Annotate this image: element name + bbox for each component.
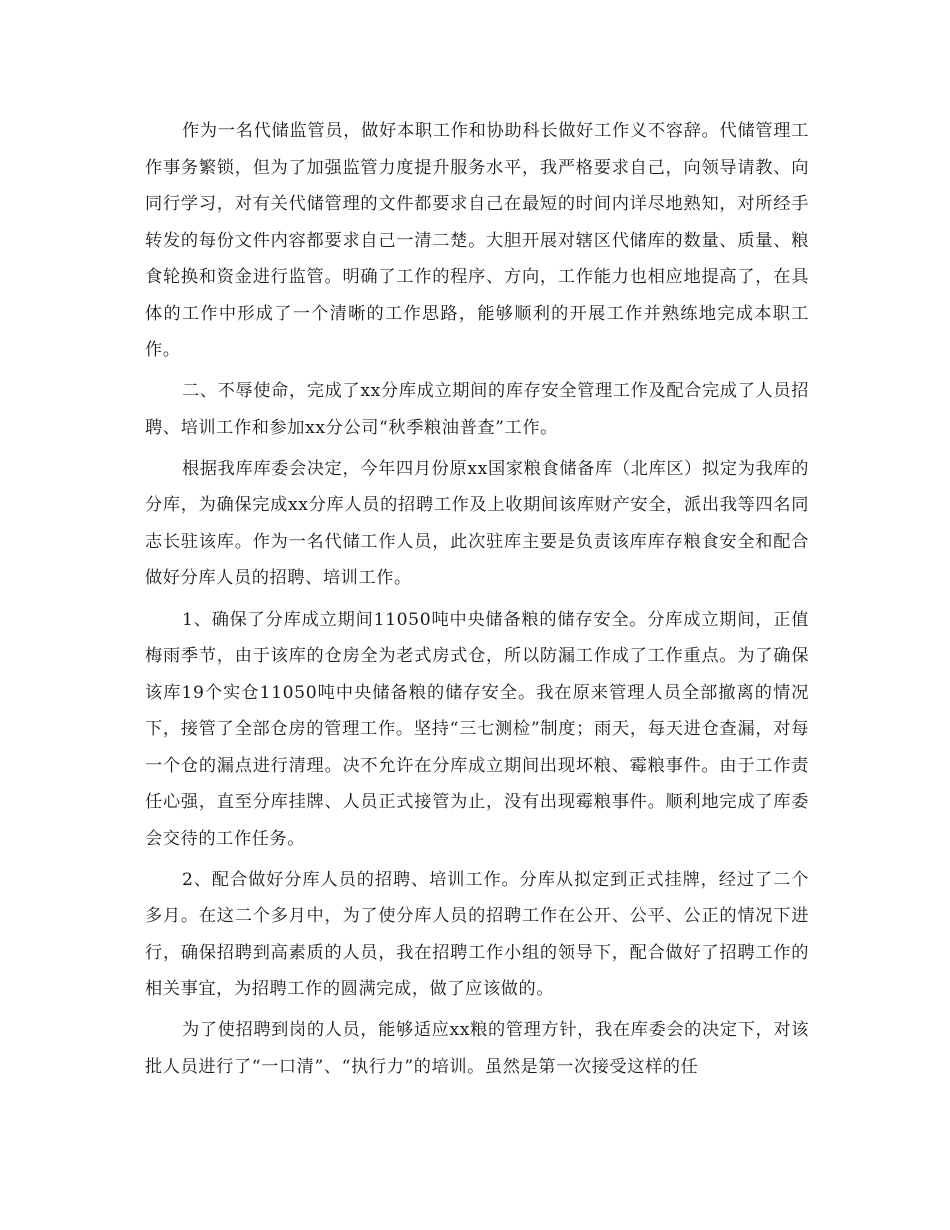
paragraph-2: 二、不辱使命，完成了xx分库成立期间的库存安全管理工作及配合完成了人员招聘、培训工作和参加xx分公司“秋季粮油普查”工作。 — [145, 381, 809, 438]
paragraph-5: 2、配合做好分库人员的招聘、培训工作。分库从拟定到正式挂牌，经过了二个多月。在这二个多月中，为了使分库人员的招聘工作在公开、公平、公正的情况下进行，确保招聘到高素质的人员，我在招聘工作小组的领导下，配合做好了招聘工作的相关事宜，为招聘工作的圆满完成，做了应该做的。 — [145, 869, 809, 1000]
paragraph-6: 为了使招聘到岗的人员，能够适应xx粮的管理方针，我在库委会的决定下，对该批人员进行了“一口清”、“执行力”的培训。虽然是第一次接受这样的任 — [145, 1020, 809, 1077]
paragraph-3: 根据我库库委会决定，今年四月份原xx国家粮食储备库（北库区）拟定为我库的分库，为确保完成xx分库人员的招聘工作及上收期间该库财产安全，派出我等四名同志长驻该库。作为一名代储工作人员，此次驻库主要是负责该库库存粮食安全和配合做好分库人员的招聘、培训工作。 — [145, 458, 809, 589]
document-body — [145, 113, 809, 1090]
paragraph-1: 作为一名代储监管员，做好本职工作和协助科长做好工作义不容辞。代储管理工作事务繁锁，但为了加强监管力度提升服务水平，我严格要求自己，向领导请教、向同行学习，对有关代储管理的文件都要求自己在最短的时间内详尽地熟知，对所经手转发的每份文件内容都要求自己一清二楚。大胆开展对辖区代储库的数量、质量、粮食轮换和资金进行监管。明确了工作的程序、方向，工作能力也相应地提高了，在具体的工作中形成了一个清晰的工作思路，能够顺利的开展工作并熟练地完成本职工作。 — [145, 121, 809, 360]
paragraph-4: 1、确保了分库成立期间11050吨中央储备粮的储存安全。分库成立期间，正值梅雨季节，由于该库的仓房全为老式房式仓，所以防漏工作成了工作重点。为了确保该库19个实仓11050吨中央储备粮的储存安全。我在原来管理人员全部撤离的情况下，接管了全部仓房的管理工作。坚持“三七测检”制度；雨天，每天进仓查漏，对每一个仓的漏点进行清理。决不允许在分库成立期间出现坏粮、霉粮事件。由于工作责任心强，直至分库挂牌、人员正式接管为止，没有出现霉粮事件。顺利地完成了库委会交待的工作任务。 — [145, 609, 809, 849]
